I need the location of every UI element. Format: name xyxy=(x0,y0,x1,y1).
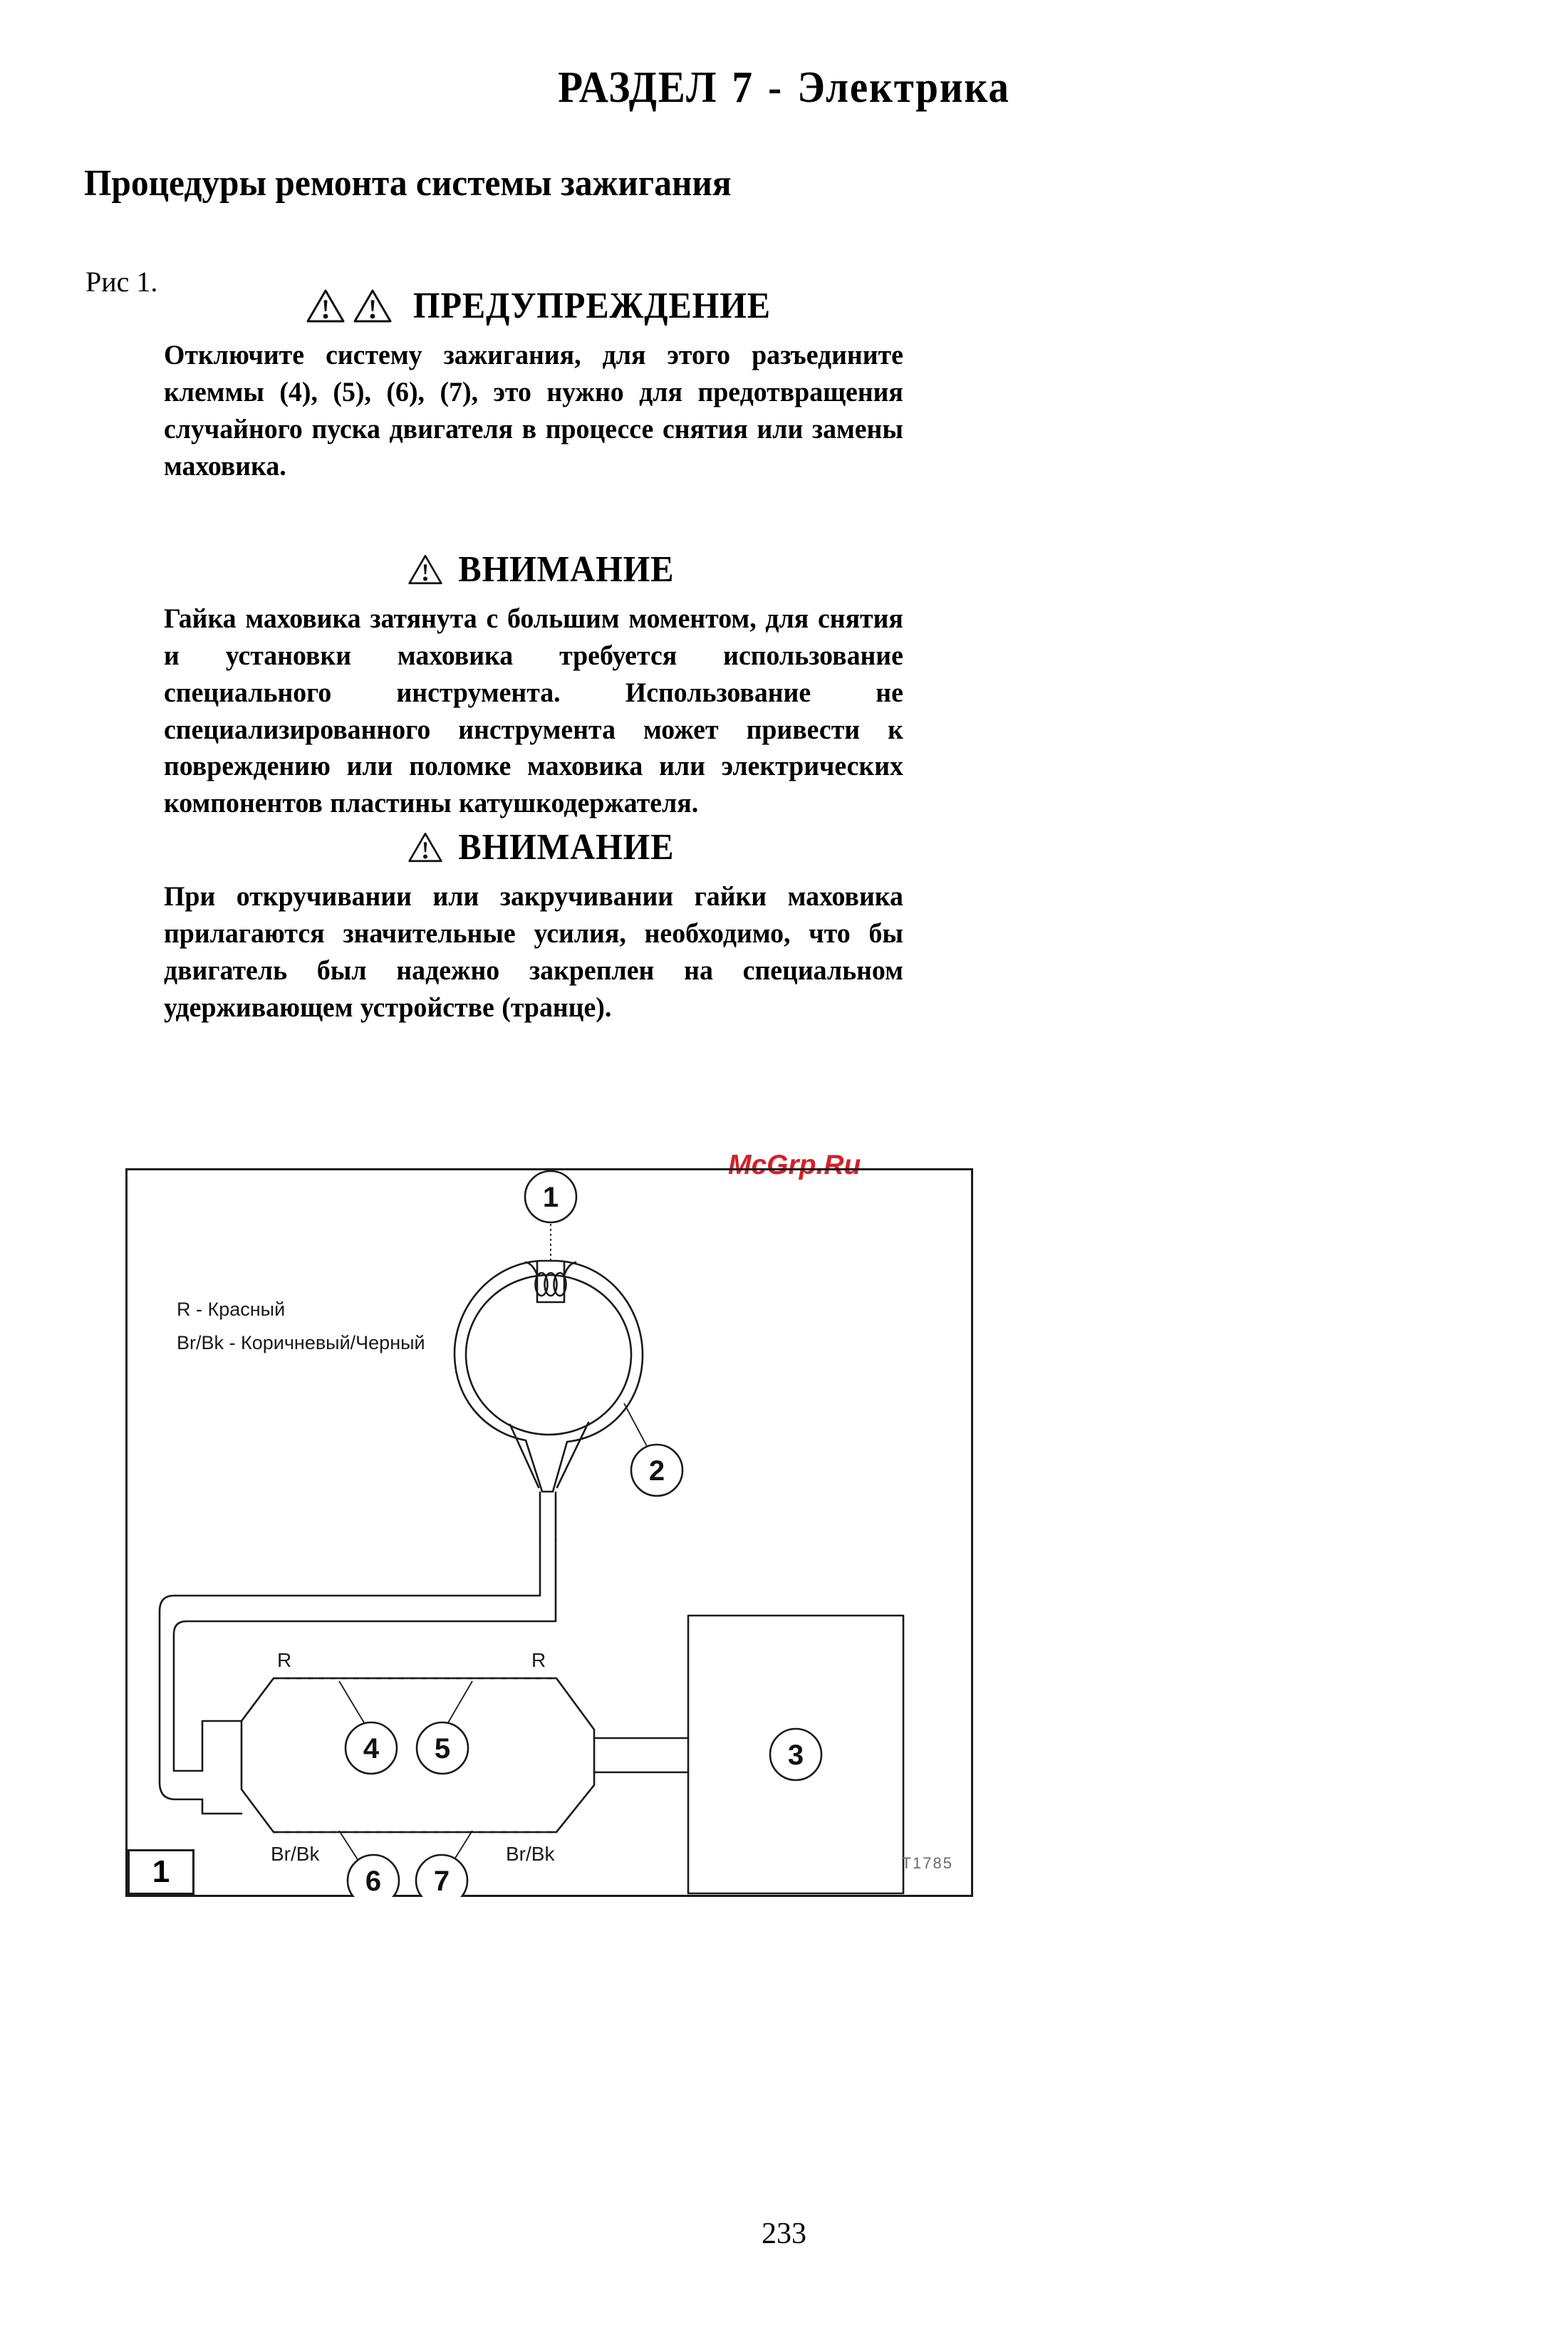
callout-label-4: 4 xyxy=(363,1733,380,1764)
page-number: 233 xyxy=(762,2217,806,2250)
warning-triangle-icon xyxy=(407,553,443,586)
wire-label-r-right: R xyxy=(531,1649,546,1671)
callout-label-2: 2 xyxy=(648,1455,665,1487)
warning-block-predupregdenie xyxy=(164,285,926,484)
callout-label-7: 7 xyxy=(433,1866,450,1897)
warning-block-vnimanie-2 xyxy=(164,826,926,1026)
wire-label-r-left: R xyxy=(277,1649,292,1671)
warning-heading-row xyxy=(164,285,926,327)
callout-label-5: 5 xyxy=(434,1733,451,1764)
wiring-diagram xyxy=(125,1168,973,1897)
legend-item-red: R - Красный xyxy=(177,1299,286,1320)
diagram-artwork xyxy=(125,1168,973,1897)
section-title-suffix: Электрика xyxy=(797,63,1010,112)
callout-label-6: 6 xyxy=(365,1866,382,1897)
diagram-legend xyxy=(177,1293,425,1361)
warning-triangle-icon xyxy=(306,288,346,324)
wire-label-brbk-left: Br/Bk xyxy=(271,1843,320,1865)
warning-heading-text: ПРЕДУПРЕЖДЕНИЕ xyxy=(412,286,772,326)
section-number: 7 xyxy=(732,63,754,112)
legend-item-brown-black: Br/Bk - Коричневый/Черный xyxy=(177,1332,425,1354)
warning-triangle-icon xyxy=(407,831,443,864)
warning-body-text: Отключите систему зажигания, для этого разъедините клеммы (4), (5), (6), (7), это нужно для предотвращения случайного пуска двигателя в процессе снятия или замены маховика. xyxy=(164,340,903,482)
warning-heading-row xyxy=(164,826,926,868)
warning-triangle-icon xyxy=(353,288,393,324)
callout-label-1: 1 xyxy=(542,1182,559,1213)
warning-body-text: Гайка маховика затянута с большим моментом, для снятия и установки маховика требуется использование специального инструмента. Использование не специализированного инструмента может привести к повреждению или поломке маховика или электрических компонентов пластины катушкодержателя. xyxy=(164,603,903,819)
warning-body-text: При откручивании или закручивании гайки маховика прилагаются значительные усилия, необходимо, что бы двигатель был надежно закреплен на специальном удерживающем устройстве (транце). xyxy=(164,881,903,1023)
wire-label-brbk-right: Br/Bk xyxy=(506,1843,555,1865)
warning-heading-text: ВНИМАНИЕ xyxy=(458,549,675,590)
warning-heading-text: ВНИМАНИЕ xyxy=(458,827,675,868)
subsection-title: Процедуры ремонта системы зажигания xyxy=(84,163,732,204)
figure-reference-label: Рис 1. xyxy=(85,266,158,298)
figure-number-box: 1 xyxy=(128,1849,194,1895)
section-title-dash: - xyxy=(768,63,783,112)
figure-code: T1785 xyxy=(901,1854,953,1872)
section-title-prefix: РАЗДЕЛ xyxy=(558,63,718,112)
callout-label-3: 3 xyxy=(787,1740,804,1771)
warning-block-vnimanie-1 xyxy=(164,548,926,822)
warning-heading-row xyxy=(164,548,926,591)
watermark: McGrp.Ru xyxy=(728,1150,861,1180)
page-title xyxy=(63,63,1505,113)
